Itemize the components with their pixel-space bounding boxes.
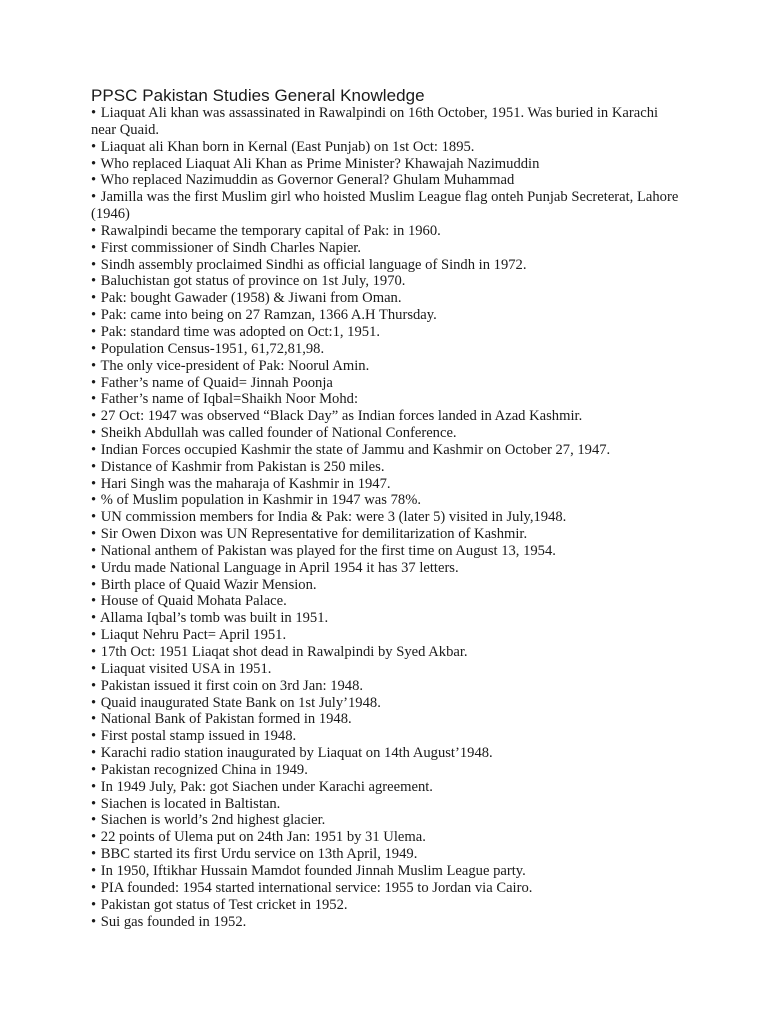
list-item-text: Quaid inaugurated State Bank on 1st July’1948.: [100, 694, 381, 711]
list-item: [91, 661, 681, 678]
bullet-marker: •: [91, 846, 97, 863]
bullet-marker: •: [91, 745, 97, 762]
list-item: [91, 358, 681, 375]
list-item-text: Distance of Kashmir from Pakistan is 250 miles.: [100, 458, 385, 475]
list-item-text: Rawalpindi became the temporary capital of Pak: in 1960.: [100, 222, 441, 239]
list-item: [91, 240, 681, 257]
list-item: [91, 779, 681, 796]
list-item-text: Liaquat ali Khan born in Kernal (East Punjab) on 1st Oct: 1895.: [100, 138, 475, 155]
list-item: [91, 678, 681, 695]
page-title: PPSC Pakistan Studies General Knowledge: [91, 86, 425, 105]
bullet-marker: •: [91, 627, 97, 644]
bullet-marker: •: [91, 593, 97, 610]
list-item-text: In 1950, Iftikhar Hussain Mamdot founded Jinnah Muslim League party.: [100, 862, 526, 879]
list-item: [91, 897, 681, 914]
list-item: [91, 425, 681, 442]
list-item-text: Liaquat Ali khan was assassinated in Rawalpindi on 16th October, 1951. Was buried in Karachi near Quaid.: [91, 105, 659, 138]
list-item-text: Who replaced Liaquat Ali Khan as Prime Minister? Khawajah Nazimuddin: [100, 155, 540, 172]
list-item-text: Pakistan got status of Test cricket in 1952.: [100, 896, 348, 913]
bullet-marker: •: [91, 391, 97, 408]
list-item: [91, 156, 681, 173]
bullet-marker: •: [91, 728, 97, 745]
list-item-text: The only vice-president of Pak: Noorul Amin.: [100, 357, 370, 374]
list-item: [91, 644, 681, 661]
list-item-text: First postal stamp issued in 1948.: [100, 728, 297, 745]
list-item-text: 17th Oct: 1951 Liaqat shot dead in Rawalpindi by Syed Akbar.: [100, 644, 468, 660]
list-item: [91, 880, 681, 897]
fact-list: [91, 105, 681, 930]
list-item: [91, 711, 681, 728]
bullet-marker: •: [91, 913, 97, 930]
list-item: [91, 290, 681, 307]
list-item-text: Baluchistan got status of province on 1st July, 1970.: [100, 273, 406, 290]
list-item: [91, 459, 681, 476]
list-item: [91, 442, 681, 459]
bullet-marker: •: [91, 576, 97, 593]
list-item: [91, 593, 681, 610]
bullet-marker: •: [91, 644, 97, 660]
list-item: [91, 610, 681, 627]
bullet-marker: •: [91, 896, 97, 913]
list-item-text: Pak: standard time was adopted on Oct:1, 1951.: [100, 323, 381, 340]
list-item: [91, 273, 681, 290]
list-item: [91, 139, 681, 156]
bullet-marker: •: [91, 256, 97, 273]
bullet-marker: •: [91, 812, 97, 829]
bullet-marker: •: [91, 879, 97, 896]
list-item: [91, 189, 681, 223]
list-item-text: Urdu made National Language in April 1954 it has 37 letters.: [100, 559, 459, 576]
list-item: [91, 846, 681, 863]
list-item-text: Sui gas founded in 1952.: [100, 913, 247, 930]
bullet-marker: •: [91, 761, 97, 778]
list-item-text: % of Muslim population in Kashmir in 1947 was 78%.: [100, 492, 421, 509]
list-item-text: Population Census-1951, 61,72,81,98.: [100, 340, 325, 357]
list-item-text: In 1949 July, Pak: got Siachen under Karachi agreement.: [100, 778, 433, 795]
list-item-text: Who replaced Nazimuddin as Governor General? Ghulam Muhammad: [100, 172, 515, 189]
list-item-text: 22 points of Ulema put on 24th Jan: 1951 by 31 Ulema.: [100, 829, 426, 846]
list-item-text: House of Quaid Mohata Palace.: [100, 593, 287, 610]
bullet-marker: •: [91, 441, 97, 458]
bullet-marker: •: [91, 526, 97, 543]
bullet-marker: •: [91, 778, 97, 795]
list-item-text: Sheikh Abdullah was called founder of National Conference.: [100, 425, 457, 442]
list-item-text: Pak: bought Gawader (1958) & Jiwani from Oman.: [100, 290, 402, 307]
list-item-text: BBC started its first Urdu service on 13th April, 1949.: [100, 846, 418, 863]
bullet-marker: •: [91, 323, 97, 340]
bullet-marker: •: [91, 694, 97, 711]
list-item-text: 27 Oct: 1947 was observed “Black Day” as Indian forces landed in Azad Kashmir.: [100, 408, 583, 425]
bullet-marker: •: [91, 492, 97, 509]
bullet-marker: •: [91, 222, 97, 239]
list-item: [91, 863, 681, 880]
bullet-marker: •: [91, 660, 97, 677]
list-item-text: Father’s name of Iqbal=Shaikh Noor Mohd:: [100, 391, 358, 408]
list-item: [91, 543, 681, 560]
list-item-text: Jamilla was the first Muslim girl who hoisted Muslim League flag onteh Punjab Secreterat, Lahore (1946): [91, 189, 679, 223]
bullet-marker: •: [91, 357, 97, 374]
list-item: [91, 257, 681, 274]
list-item: [91, 728, 681, 745]
list-item: [91, 509, 681, 526]
list-item: [91, 695, 681, 712]
list-item: [91, 375, 681, 392]
list-item: [91, 476, 681, 493]
list-item-text: National Bank of Pakistan formed in 1948.: [100, 711, 352, 728]
list-item-text: Sir Owen Dixon was UN Representative for demilitarization of Kashmir.: [100, 526, 528, 543]
bullet-marker: •: [91, 559, 97, 576]
list-item-text: First commissioner of Sindh Charles Napier.: [100, 239, 361, 256]
list-item: [91, 812, 681, 829]
bullet-marker: •: [91, 374, 97, 391]
list-item-text: Birth place of Quaid Wazir Mension.: [100, 576, 317, 593]
list-item: [91, 408, 681, 425]
bullet-marker: •: [91, 829, 97, 846]
bullet-marker: •: [91, 138, 97, 155]
list-item-text: Sindh assembly proclaimed Sindhi as official language of Sindh in 1972.: [100, 256, 527, 273]
list-item: [91, 307, 681, 324]
list-item-text: Liaqut Nehru Pact= April 1951.: [100, 627, 287, 644]
list-item-text: Siachen is located in Baltistan.: [100, 795, 281, 812]
bullet-marker: •: [91, 290, 97, 307]
list-item-text: Indian Forces occupied Kashmir the state of Jammu and Kashmir on October 27, 1947.: [100, 441, 611, 458]
list-item-text: Father’s name of Quaid= Jinnah Poonja: [100, 374, 333, 391]
list-item-text: Liaquat visited USA in 1951.: [100, 660, 272, 677]
list-item: [91, 796, 681, 813]
bullet-marker: •: [91, 711, 97, 728]
list-item-text: UN commission members for India & Pak: were 3 (later 5) visited in July,1948.: [100, 509, 567, 526]
bullet-marker: •: [91, 189, 97, 206]
list-item-text: National anthem of Pakistan was played for the first time on August 13, 1954.: [100, 542, 556, 559]
bullet-marker: •: [91, 795, 97, 812]
bullet-marker: •: [91, 408, 97, 425]
bullet-marker: •: [91, 509, 97, 526]
list-item: [91, 762, 681, 779]
bullet-marker: •: [91, 155, 97, 172]
list-item-text: Pak: came into being on 27 Ramzan, 1366 A.H Thursday.: [100, 307, 437, 324]
list-item-text: Siachen is world’s 2nd highest glacier.: [100, 812, 326, 829]
list-item-text: Pakistan recognized China in 1949.: [100, 761, 308, 778]
list-item-text: Pakistan issued it first coin on 3rd Jan: 1948.: [100, 677, 364, 694]
list-item: [91, 914, 681, 931]
list-item: [91, 577, 681, 594]
bullet-marker: •: [91, 425, 97, 442]
list-item: [91, 391, 681, 408]
list-item: [91, 627, 681, 644]
list-item: [91, 223, 681, 240]
bullet-marker: •: [91, 610, 97, 627]
bullet-marker: •: [91, 172, 97, 189]
list-item: [91, 560, 681, 577]
bullet-marker: •: [91, 458, 97, 475]
list-item: [91, 341, 681, 358]
list-item-text: Karachi radio station inaugurated by Liaquat on 14th August’1948.: [100, 745, 493, 762]
list-item: [91, 105, 681, 139]
bullet-marker: •: [91, 273, 97, 290]
bullet-marker: •: [91, 105, 97, 121]
bullet-marker: •: [91, 307, 97, 324]
bullet-marker: •: [91, 475, 97, 492]
list-item-text: Hari Singh was the maharaja of Kashmir in 1947.: [100, 475, 391, 492]
list-item: [91, 745, 681, 762]
bullet-marker: •: [91, 862, 97, 879]
bullet-marker: •: [91, 542, 97, 559]
bullet-marker: •: [91, 340, 97, 357]
bullet-marker: •: [91, 239, 97, 256]
list-item-text: Allama Iqbal’s tomb was built in 1951.: [99, 610, 329, 627]
list-item-text: PIA founded: 1954 started international service: 1955 to Jordan via Cairo.: [100, 879, 533, 896]
list-item: [91, 829, 681, 846]
list-item: [91, 492, 681, 509]
bullet-marker: •: [91, 677, 97, 694]
list-item: [91, 172, 681, 189]
list-item: [91, 526, 681, 543]
list-item: [91, 324, 681, 341]
